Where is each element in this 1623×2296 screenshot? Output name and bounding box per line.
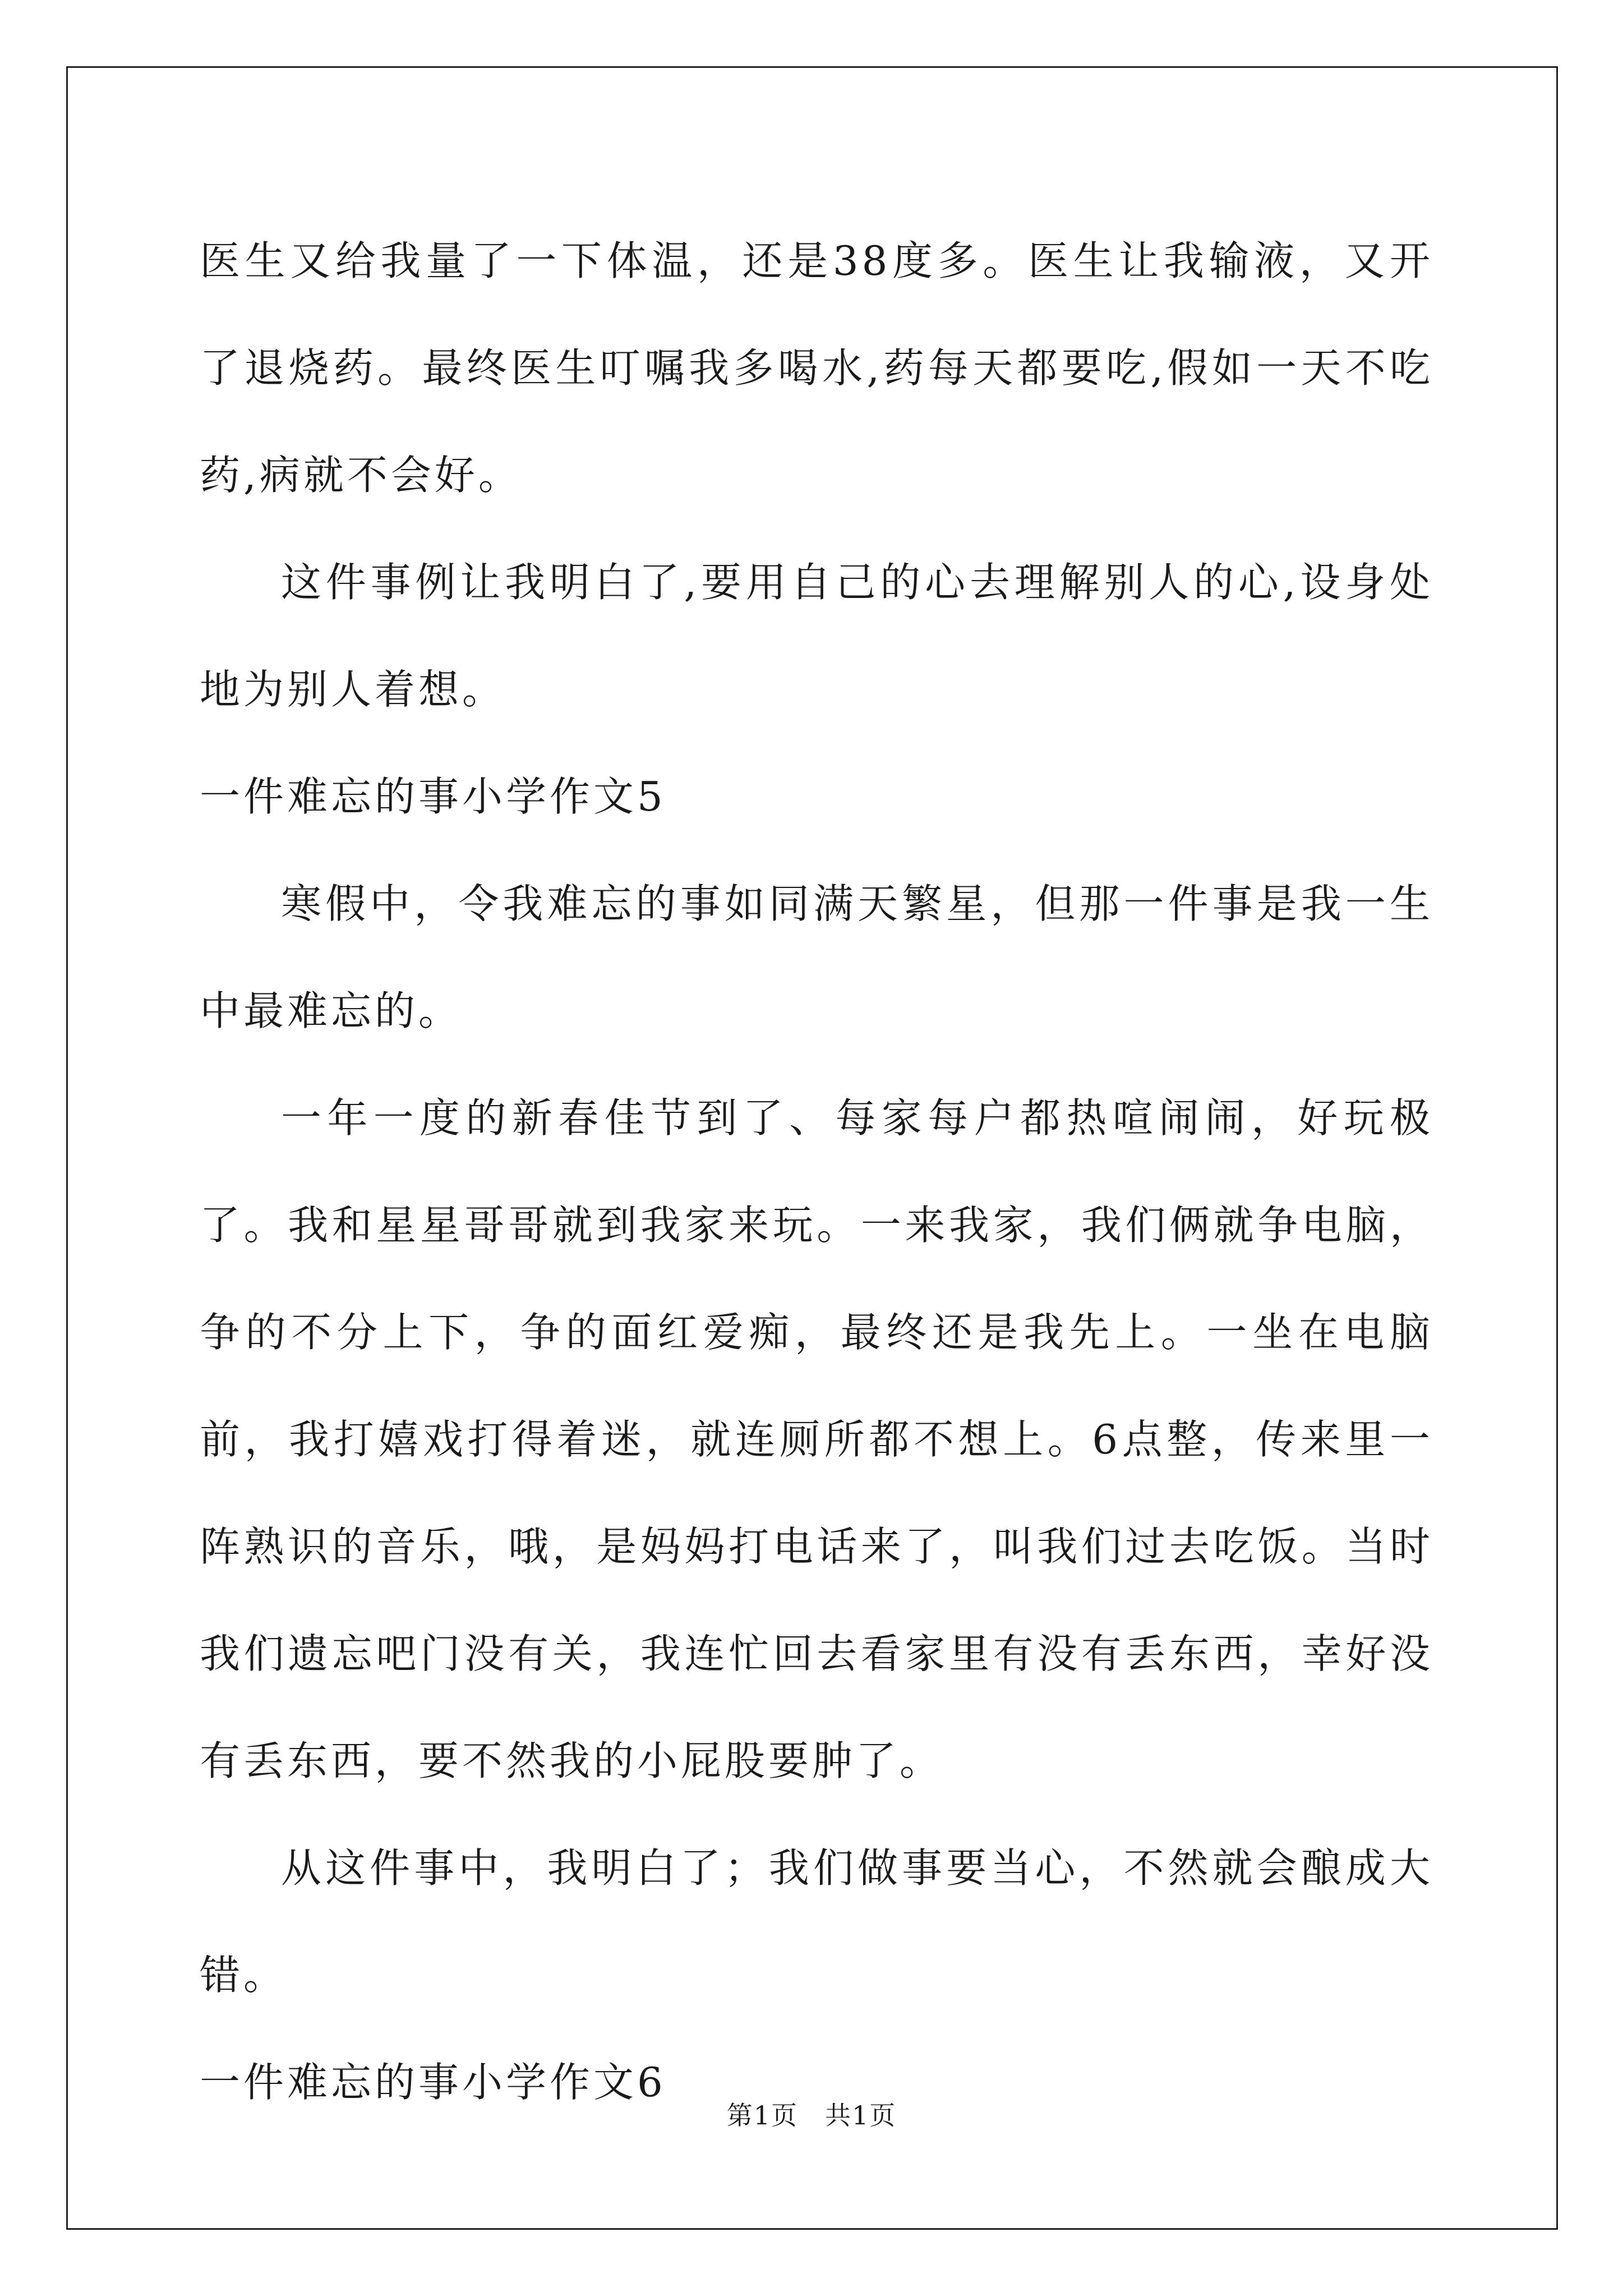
paragraph: 一年一度的新春佳节到了、每家每户都热喧闹闹，好玩极了。我和星星哥哥就到我家来玩。一来我家，我们俩就争电脑，争的不分上下，争的面红爱痴，最终还是我先上。一坐在电脑前，我打嬉戏打得着迷，就连厕所都不想上。6点整，传来里一阵熟识的音乐，哦，是妈妈打电话来了，叫我们过去吃饭。当时我们遗忘吧门没有关，我连忙回去看家里有没有丢东西，幸好没有丢东西，要不然我的小屁股要肿了。 xyxy=(200,1094,1433,1784)
section-heading: 一件难忘的事小学作文6 xyxy=(200,2059,666,2106)
page-footer: 第1页 共1页 xyxy=(726,2100,897,2131)
paragraph: 寒假中，令我难忘的事如同满天繁星，但那一件事是我一生中最难忘的。 xyxy=(200,880,1433,1034)
paragraph: 从这件事中，我明白了；我们做事要当心，不然就会酿成大错。 xyxy=(200,1844,1433,1999)
paragraph: 这件事例让我明白了,要用自己的心去理解别人的心,设身处地为别人着想。 xyxy=(200,559,1433,713)
section-heading: 一件难忘的事小学作文5 xyxy=(200,773,666,820)
document-body xyxy=(200,208,1433,2136)
paragraph-continued: 医生又给我量了一下体温，还是38度多。医生让我输液，又开了退烧药。最终医生叮嘱我多喝水,药每天都要吃,假如一天不吃药,病就不会好。 xyxy=(200,237,1433,499)
